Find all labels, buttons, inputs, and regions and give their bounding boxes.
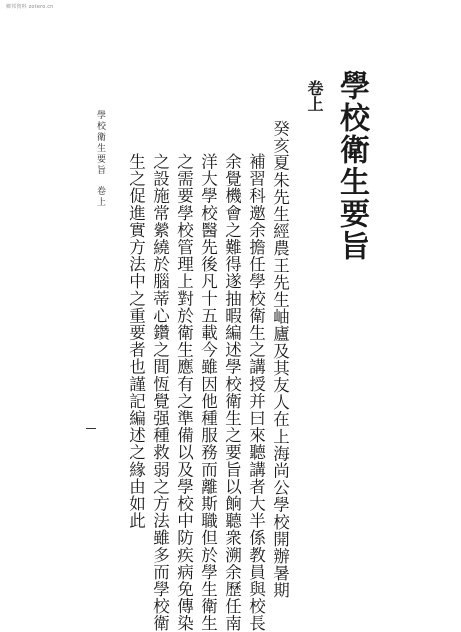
body-line-6: 之設施常縈繞於腦蒂心鑽之間恆覺强種救弱之方法雖多而學校衛 xyxy=(150,153,170,632)
page-title: 學校衛生要旨 xyxy=(334,70,369,262)
body-line-5: 之需要學校管理上對於衛生應有之準備以及學校中防疾病免傳染 xyxy=(174,153,194,632)
running-head-title: 學校衛生要旨 xyxy=(95,110,105,176)
watermark-text: 鄉邦資料 zotero.cn xyxy=(6,4,54,10)
volume-label: 卷上 xyxy=(305,80,324,112)
body-line-4: 洋大學校醫先後凡十五載今雖因他種服務而離斯職但於學生衛生 xyxy=(198,153,218,632)
body-line-7: 生之促進實方法中之重要者也謹記編述之緣由如此 xyxy=(126,153,146,530)
body-line-2: 補習科邀余擔任學校衛生之講授并曰來聽講者大半係教員與校長 xyxy=(246,153,266,632)
running-head-volume: 卷上 xyxy=(95,186,105,208)
margin-mark xyxy=(86,428,96,429)
body-line-3: 余覺機會之難得遂抽暇編述學校衛生之要旨以餉聽衆溯余歷任南 xyxy=(222,153,242,632)
body-line-1: 癸亥夏朱先生經農王先生岫廬及其友人在上海尚公學校開辦暑期 xyxy=(270,120,290,599)
